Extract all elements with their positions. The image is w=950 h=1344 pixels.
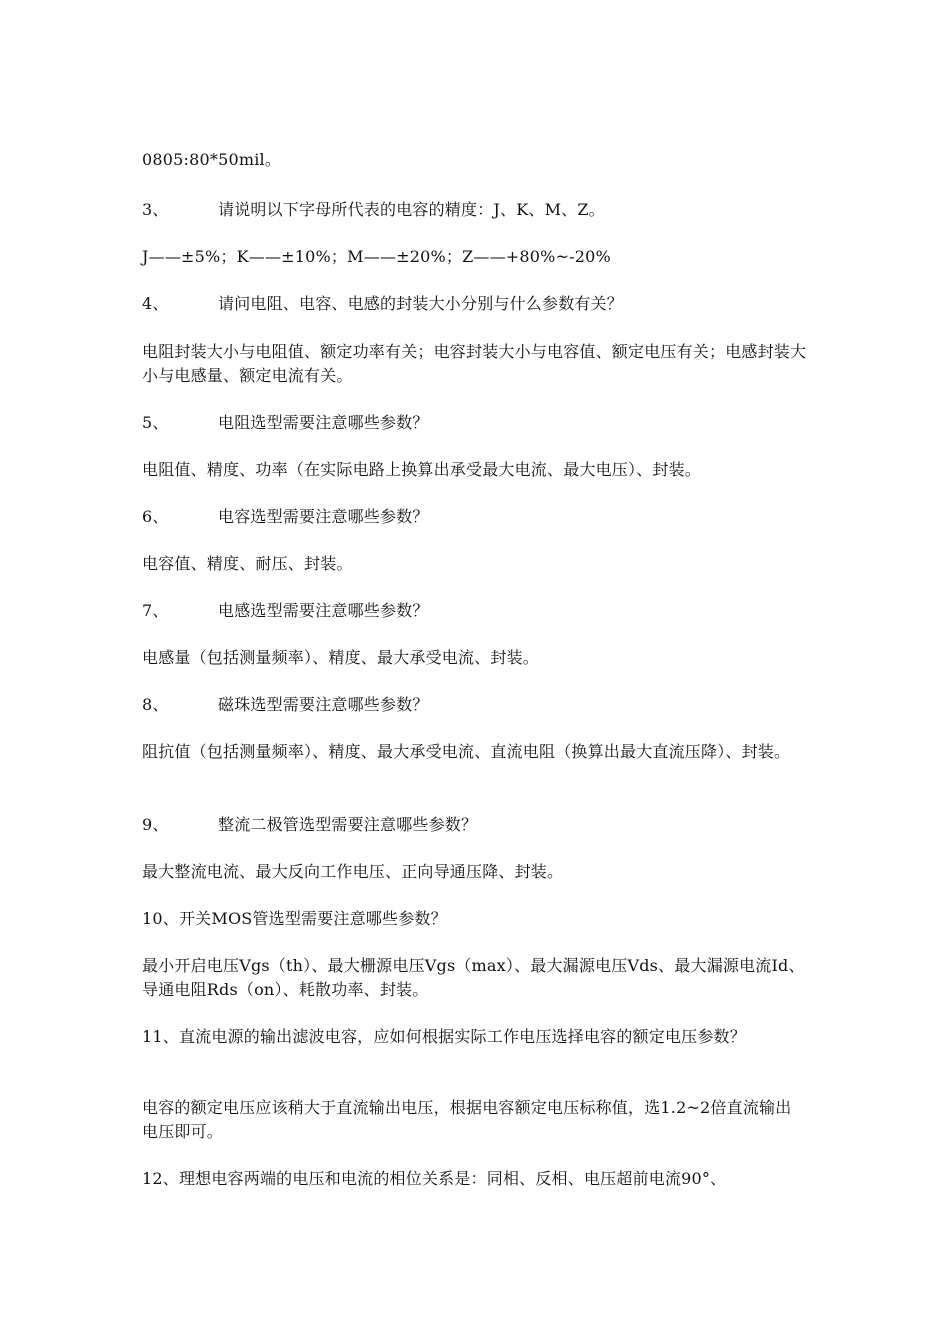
- question-number: 8、: [142, 695, 169, 714]
- question-number: 4、: [142, 294, 169, 313]
- answer-text: 最大整流电流、最大反向工作电压、正向导通压降、封装。: [142, 862, 564, 881]
- answer-line-2: [142, 148, 812, 172]
- question-text: 电阻选型需要注意哪些参数？: [218, 413, 429, 432]
- question-11: [142, 1025, 807, 1049]
- question-text: 电感选型需要注意哪些参数？: [218, 601, 429, 620]
- answer-3: [142, 245, 812, 269]
- question-text: 11、直流电源的输出滤波电容，应如何根据实际工作电压选择电容的额定电压参数？: [142, 1027, 746, 1046]
- question-text: 请说明以下字母所代表的电容的精度：J、K、M、Z。: [218, 200, 605, 219]
- answer-8: [142, 740, 807, 764]
- question-text: 10、开关MOS管选型需要注意哪些参数？: [142, 909, 447, 928]
- question-number: 3、: [142, 200, 169, 219]
- line-text: 0805:80*50mil。: [142, 150, 282, 169]
- question-5: [142, 411, 812, 435]
- question-12: [142, 1167, 812, 1191]
- question-number: 6、: [142, 507, 169, 526]
- answer-text: 电容的额定电压应该稍大于直流输出电压，根据电容额定电压标称值，选1.2~2倍直流输出电压即可。: [142, 1098, 792, 1141]
- question-7: [142, 599, 812, 623]
- answer-text: 阻抗值（包括测量频率）、精度、最大承受电流、直流电阻（换算出最大直流压降）、封装。: [142, 742, 791, 761]
- question-text: 电容选型需要注意哪些参数？: [218, 507, 429, 526]
- question-8: [142, 693, 812, 717]
- answer-9: [142, 860, 812, 884]
- answer-text: 最小开启电压Vgs（th）、最大栅源电压Vgs（max）、最大漏源电压Vds、最大漏源电流Id、导通电阻Rds（on）、耗散功率、封装。: [142, 956, 805, 999]
- question-4: [142, 292, 812, 316]
- question-number: 9、: [142, 815, 169, 834]
- question-10: [142, 907, 812, 931]
- answer-text: 电阻值、精度、功率（在实际电路上换算出承受最大电流、最大电压）、封装。: [142, 460, 702, 479]
- answer-11: [142, 1096, 807, 1144]
- question-6: [142, 505, 812, 529]
- answer-6: [142, 552, 812, 576]
- question-number: 5、: [142, 413, 169, 432]
- answer-5: [142, 458, 812, 482]
- answer-text: 电阻封装大小与电阻值、额定功率有关；电容封装大小与电容值、额定电压有关；电感封装大小与电感量、额定电流有关。: [142, 342, 807, 385]
- question-number: 7、: [142, 601, 169, 620]
- question-3: [142, 198, 812, 222]
- question-text: 12、理想电容两端的电压和电流的相位关系是：同相、反相、电压超前电流90°、: [142, 1169, 727, 1188]
- answer-text: 电容值、精度、耐压、封装。: [142, 554, 353, 573]
- question-9: [142, 813, 812, 837]
- question-text: 整流二极管选型需要注意哪些参数？: [218, 815, 478, 834]
- answer-4: [142, 340, 807, 388]
- answer-text: 电感量（包括测量频率）、精度、最大承受电流、封装。: [142, 648, 540, 667]
- question-text: 磁珠选型需要注意哪些参数？: [218, 695, 429, 714]
- answer-10: [142, 954, 807, 1002]
- question-text: 请问电阻、电容、电感的封装大小分别与什么参数有关？: [218, 294, 624, 313]
- answer-7: [142, 646, 812, 670]
- answer-text: J——±5%；K——±10%；M——±20%；Z——+80%~-20%: [142, 247, 611, 266]
